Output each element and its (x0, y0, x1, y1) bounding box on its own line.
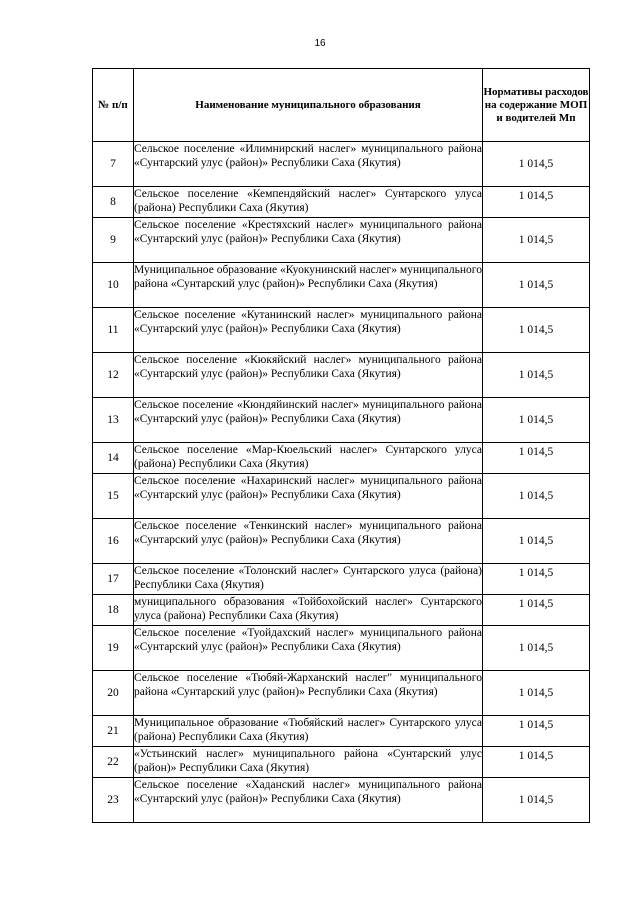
row-name: Сельское поселение «Кюндяйинский наслег» муниципального района «Сунтарский улус (район)» Республики Саха (Якутия) (134, 398, 483, 443)
row-number: 23 (93, 778, 134, 823)
row-name: Сельское поселение «Толонский наслег» Сунтарского улуса (района) Республики Саха (Якутия) (134, 564, 483, 595)
row-number: 15 (93, 474, 134, 519)
row-value: 1 014,5 (483, 778, 590, 823)
table-row (93, 778, 590, 823)
row-value: 1 014,5 (483, 671, 590, 716)
row-number: 16 (93, 519, 134, 564)
row-value: 1 014,5 (483, 626, 590, 671)
row-value: 1 014,5 (483, 308, 590, 353)
row-name: муниципального образования «Тойбохойский наслег» Сунтарского улуса (района) Республики Саха (Якутия) (134, 595, 483, 626)
row-name: Сельское поселение «Илимнирский наслег» муниципального района «Сунтарский улус (район)» Республики Саха (Якутия) (134, 142, 483, 187)
row-number: 19 (93, 626, 134, 671)
table-row (93, 218, 590, 263)
row-value: 1 014,5 (483, 519, 590, 564)
row-number: 21 (93, 716, 134, 747)
table-row (93, 398, 590, 443)
table-row (93, 564, 590, 595)
row-name: Сельское поселение «Тюбяй-Жарханский наслег" муниципального района «Сунтарский улус (район)» Республики Саха (Якутия) (134, 671, 483, 716)
table-row (93, 595, 590, 626)
table-row (93, 716, 590, 747)
table-row (93, 626, 590, 671)
row-number: 17 (93, 564, 134, 595)
table-row (93, 263, 590, 308)
row-name: Сельское поселение «Хаданский наслег» муниципального района «Сунтарский улус (район)» Республики Саха (Якутия) (134, 778, 483, 823)
row-value: 1 014,5 (483, 398, 590, 443)
row-number: 8 (93, 187, 134, 218)
row-number: 9 (93, 218, 134, 263)
header-norm: Нормативы расходов на содержание МОП и водителей Мп (483, 69, 590, 142)
page-number: 16 (314, 38, 326, 49)
table-row (93, 187, 590, 218)
row-name: Сельское поселение «Туойдахский наслег» муниципального района «Сунтарский улус (район)» Республики Саха (Якутия) (134, 626, 483, 671)
row-name: Сельское поселение «Кемпендяйский наслег» Сунтарского улуса (района) Республики Саха (Якутия) (134, 187, 483, 218)
row-value: 1 014,5 (483, 474, 590, 519)
row-name: Сельское поселение «Мар-Кюельский наслег» Сунтарского улуса (района) Республики Саха (Якутия) (134, 443, 483, 474)
row-number: 14 (93, 443, 134, 474)
table-row (93, 443, 590, 474)
table-row (93, 353, 590, 398)
row-value: 1 014,5 (483, 263, 590, 308)
row-number: 13 (93, 398, 134, 443)
header-name: Наименование муниципального образования (134, 69, 483, 142)
row-value: 1 014,5 (483, 595, 590, 626)
row-name: Сельское поселение «Крестяхский наслег» муниципального района «Сунтарский улус (район)» Республики Саха (Якутия) (134, 218, 483, 263)
row-value: 1 014,5 (483, 353, 590, 398)
row-value: 1 014,5 (483, 142, 590, 187)
row-name: Сельское поселение «Кюкяйский наслег» муниципального района «Сунтарский улус (район)» Республики Саха (Якутия) (134, 353, 483, 398)
table-row (93, 142, 590, 187)
row-value: 1 014,5 (483, 747, 590, 778)
norms-table (92, 68, 590, 823)
row-value: 1 014,5 (483, 218, 590, 263)
table-row (93, 308, 590, 353)
row-number: 12 (93, 353, 134, 398)
row-value: 1 014,5 (483, 443, 590, 474)
header-number: № п/п (93, 69, 134, 142)
row-value: 1 014,5 (483, 716, 590, 747)
row-number: 18 (93, 595, 134, 626)
row-number: 22 (93, 747, 134, 778)
row-number: 20 (93, 671, 134, 716)
row-number: 10 (93, 263, 134, 308)
table-header-row (93, 69, 590, 142)
row-number: 11 (93, 308, 134, 353)
row-value: 1 014,5 (483, 187, 590, 218)
row-name: Сельское поселение «Тенкинский наслег» муниципального района «Сунтарский улус (район)» Республики Саха (Якутия) (134, 519, 483, 564)
row-number: 7 (93, 142, 134, 187)
row-name: Сельское поселение «Кутанинский наслег» муниципального района «Сунтарский улус (район)» Республики Саха (Якутия) (134, 308, 483, 353)
row-name: «Устьинский наслег» муниципального района «Сунтарский улус (район)» Республики Саха (Якутия) (134, 747, 483, 778)
row-name: Сельское поселение «Нахаринский наслег» муниципального района «Сунтарский улус (район)» Республики Саха (Якутия) (134, 474, 483, 519)
row-name: Муниципальное образование «Куокунинский наслег» муниципального района «Сунтарский улус (район)» Республики Саха (Якутия) (134, 263, 483, 308)
table-row (93, 747, 590, 778)
row-value: 1 014,5 (483, 564, 590, 595)
table-row (93, 474, 590, 519)
row-name: Муниципальное образование «Тюбяйский наслег» Сунтарского улуса (района) Республики Саха (Якутия) (134, 716, 483, 747)
table-row (93, 519, 590, 564)
table-row (93, 671, 590, 716)
